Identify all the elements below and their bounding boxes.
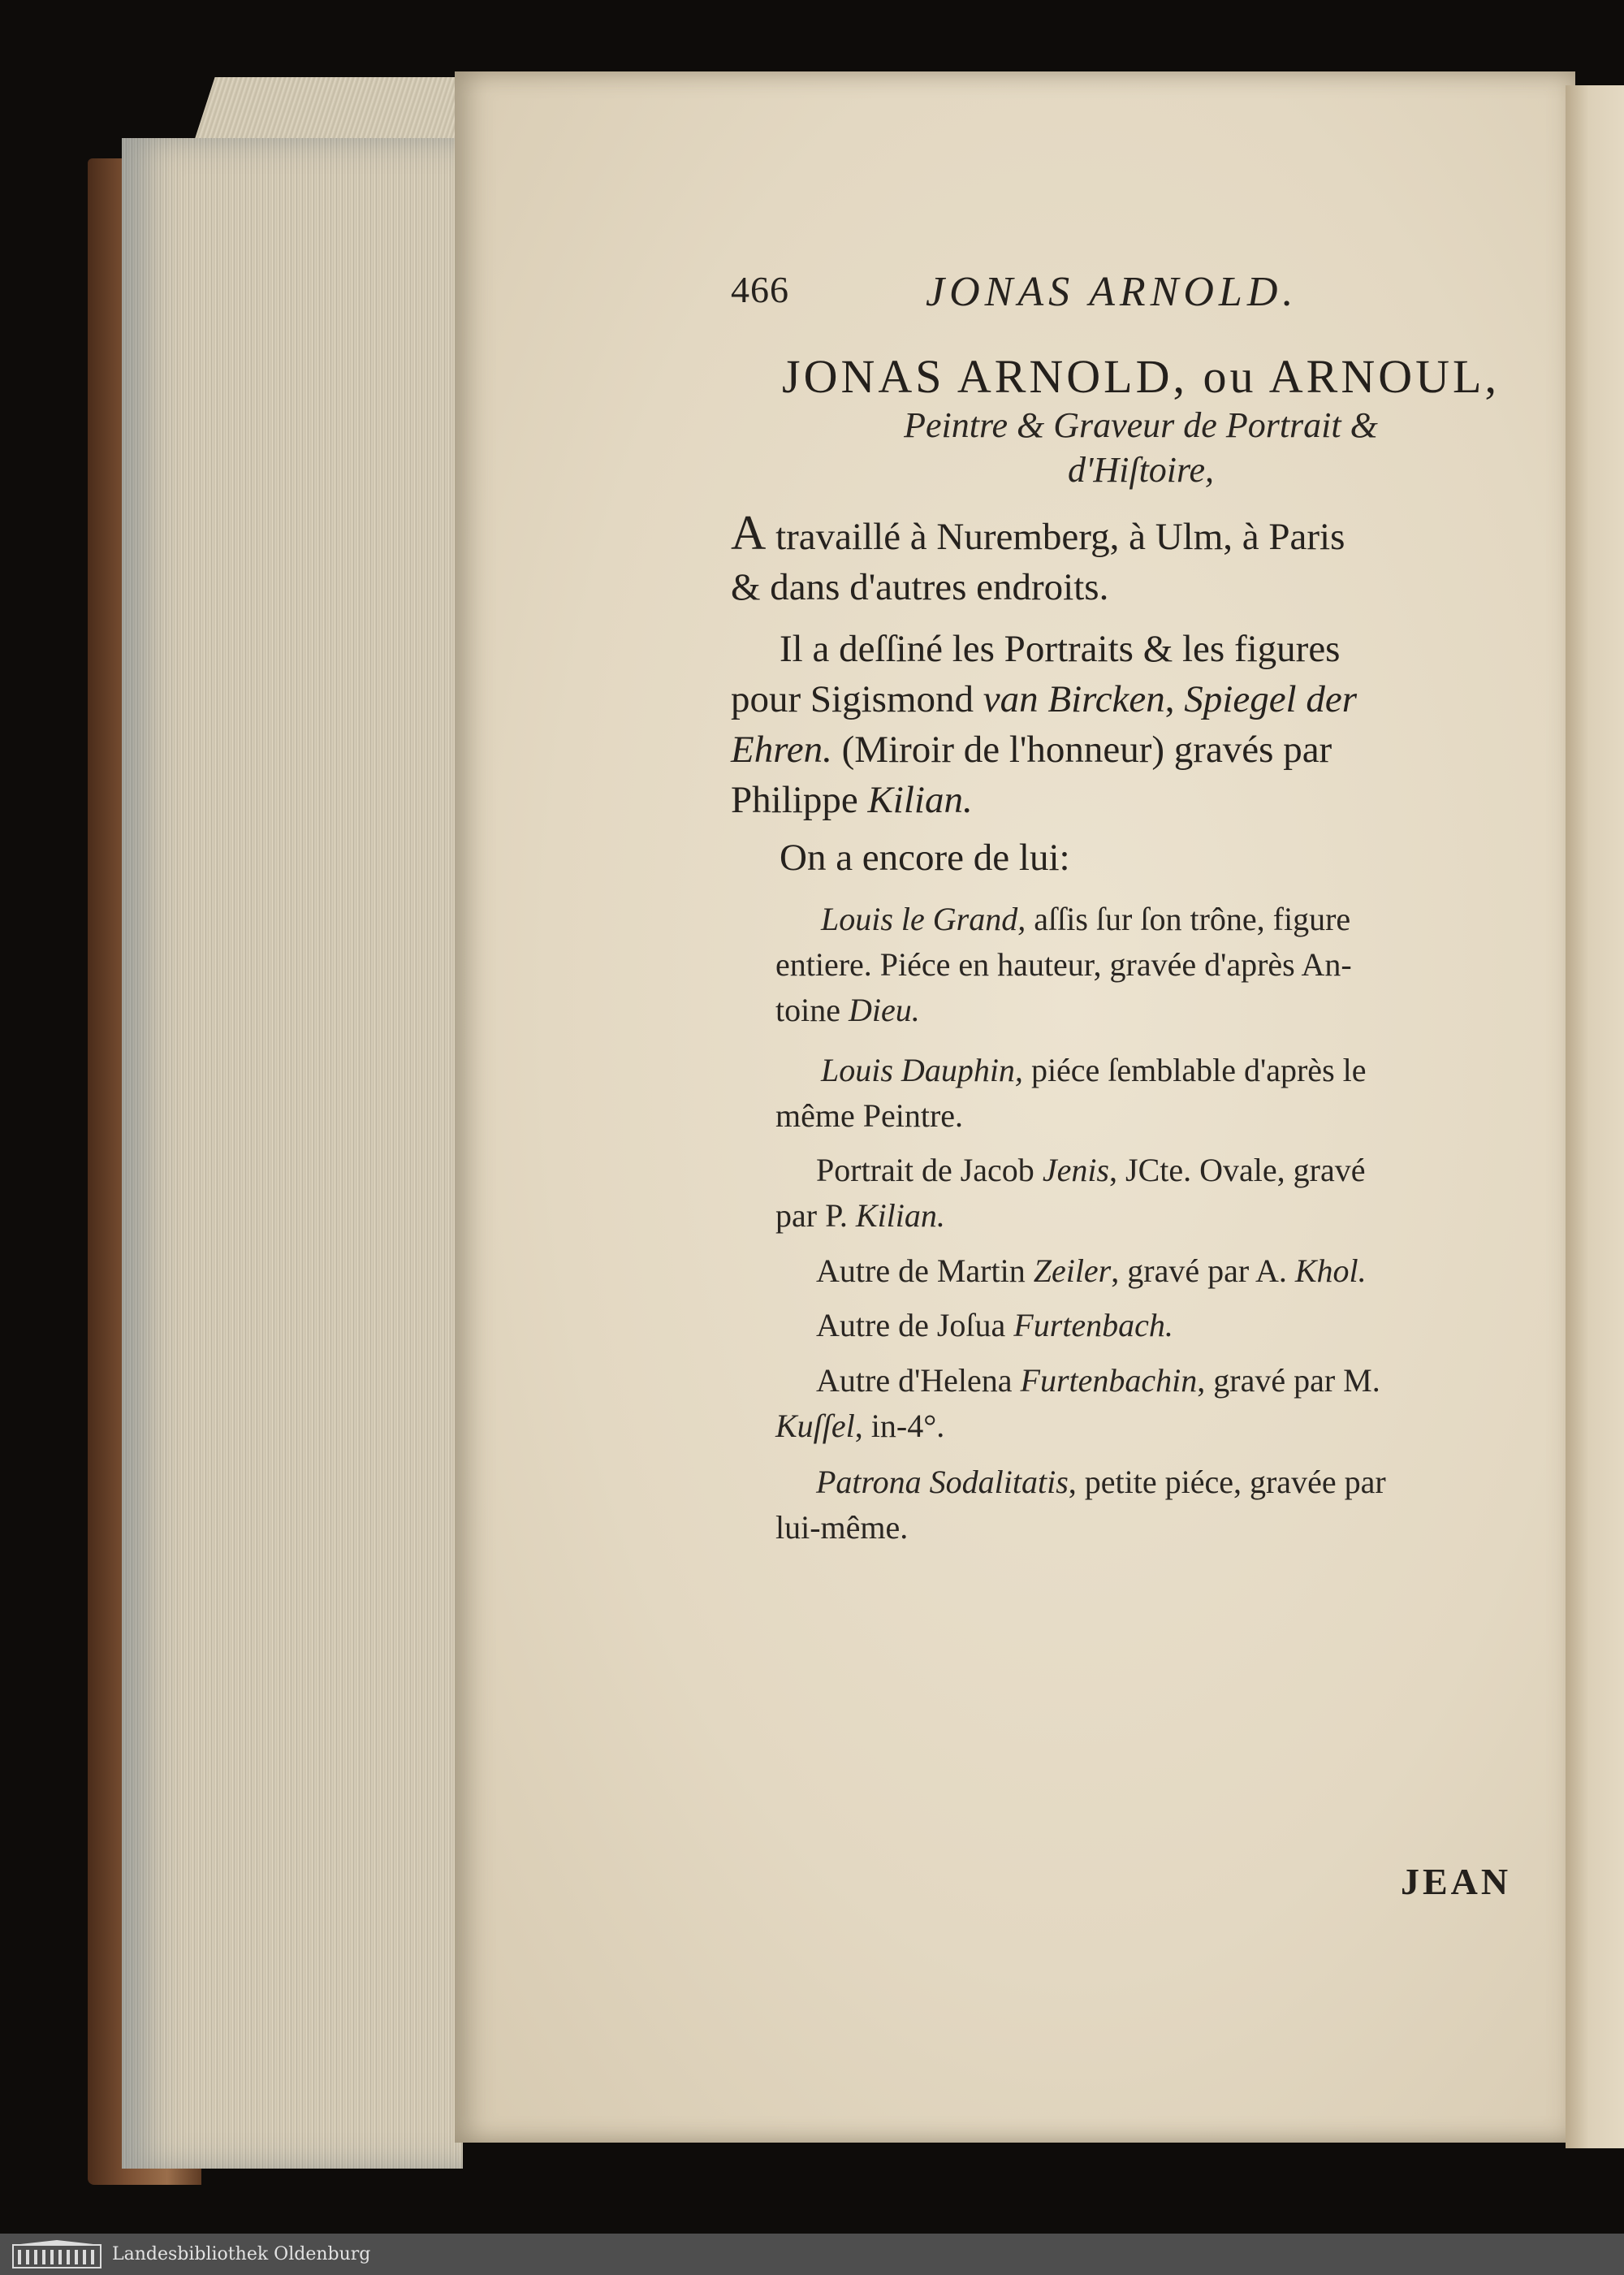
library-building-icon (11, 2240, 102, 2269)
paragraph-1 (731, 508, 1518, 612)
list-item: Patrona Sodalitatis, petite piéce, gravée par lui-même. (775, 1464, 1386, 1546)
paragraph-2-line-4: Philippe Kilian. (731, 779, 973, 821)
page-header (731, 268, 1348, 325)
entry-title: JONAS ARNOLD, ou ARNOUL, (782, 350, 1500, 403)
list-item: Louis le Grand, aſſis ſur ſon trône, figure entiere. Piéce en hauteur, gravée d'après An- toine Dieu. (775, 901, 1352, 1028)
catchword: JEAN (1401, 1861, 1512, 1902)
entry-subtitle-line-2: d'Hiſtoire, (1067, 450, 1215, 490)
running-head: JONAS ARNOLD. (926, 269, 1298, 315)
page-stack-edge (122, 138, 463, 2169)
facing-page-edge (1566, 85, 1624, 2148)
paragraph-3: On a encore de lui: (780, 837, 1070, 879)
list-item: Portrait de Jacob Jenis, JCte. Ovale, gravé par P. Kilian. (775, 1152, 1366, 1234)
paragraph-1-line-2: & dans d'autres endroits. (731, 566, 1109, 608)
list-item: Autre de Joſua Furtenbach. (816, 1307, 1173, 1343)
paragraph-2-line-3: Ehren. (Miroir de l'honneur) gravés par (731, 729, 1332, 771)
paragraph-2 (731, 624, 1518, 825)
list-item: Autre de Martin Zeiler, gravé par A. Khol. (816, 1252, 1367, 1289)
list-item: Louis Dauphin, piéce ſemblable d'après le même Peintre. (775, 1052, 1367, 1134)
paragraph-2-line-2: pour Sigismond van Bircken, Spiegel der (731, 678, 1358, 720)
list-item: Autre d'Helena Furtenbachin, gravé par M. Kuſſel, in-4°. (775, 1362, 1380, 1444)
footer-library-name: Landesbibliothek Oldenburg (112, 2244, 371, 2264)
paragraph-1-line-1: A travaillé à Nuremberg, à Ulm, à Paris (731, 506, 1345, 560)
entry-subtitle-line-1: Peintre & Graveur de Portrait & (904, 405, 1378, 445)
drop-initial: A (731, 506, 767, 560)
paragraph-2-line-1: Il a deſſiné les Portraits & les figures (780, 628, 1341, 670)
page-number: 466 (731, 269, 789, 310)
footer-bar (0, 2234, 1624, 2275)
